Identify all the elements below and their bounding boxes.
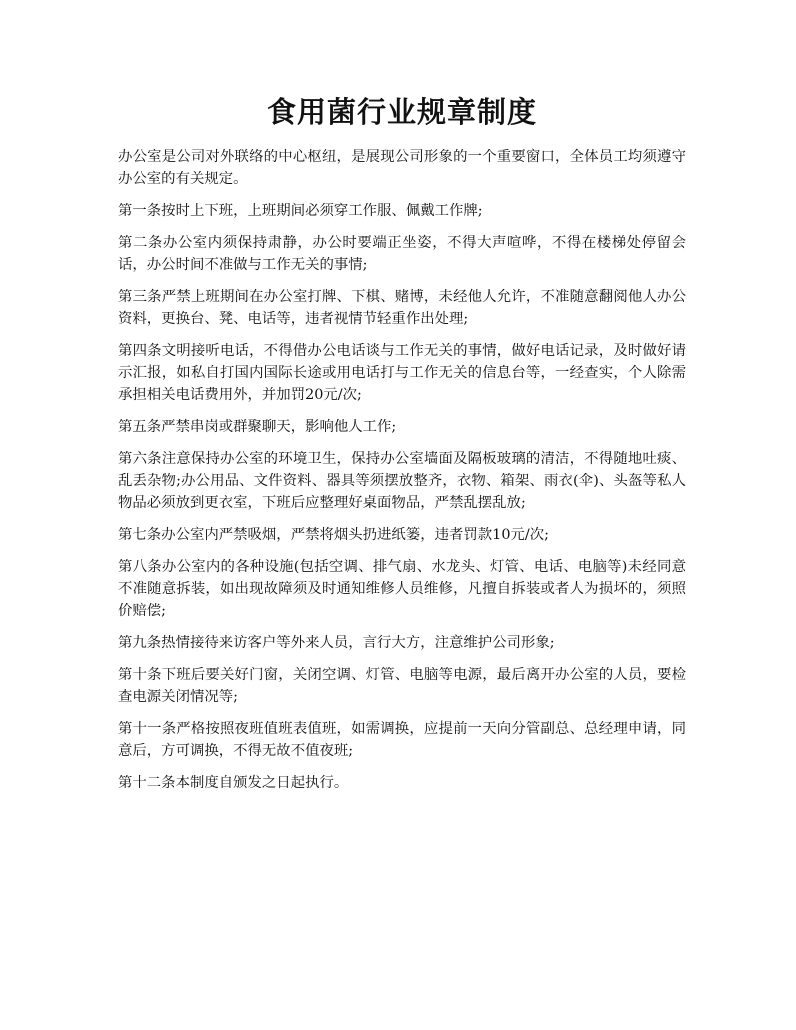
article-10-paragraph: 第十条下班后要关好门窗，关闭空调、灯管、电脑等电源，最后离开办公室的人员，要检查电源关闭情况等;: [118, 667, 686, 705]
article-7-paragraph: 第七条办公室内严禁吸烟，严禁将烟头扔进纸篓，违者罚款10元/次;: [118, 527, 549, 543]
document-title: 食用菌行业规章制度: [266, 95, 537, 129]
article-8-paragraph: 第八条办公室内的各种设施(包括空调、排气扇、水龙头、灯管、电话、电脑等)未经同意不准随意拆装，如出现故障须及时通知维修人员维修，凡擅自拆装或者人为损坏的，须照价赔偿;: [118, 559, 686, 619]
article-12-paragraph: 第十二条本制度自颁发之日起执行。: [118, 775, 349, 791]
article-6-paragraph: 第六条注意保持办公室的环境卫生，保持办公室墙面及隔板玻璃的清洁，不得随地吐痰、乱丢杂物;办公用品、文件资料、器具等须摆放整齐，衣物、箱架、雨衣(伞)、头盔等私人物品必须放到更衣室，下班后应整理好桌面物品，严禁乱摆乱放;: [118, 451, 686, 511]
article-3-paragraph: 第三条严禁上班期间在办公室打牌、下棋、赌博，未经他人允许，不准随意翻阅他人办公资料，更换台、凳、电话等，违者视情节轻重作出处理;: [118, 289, 686, 327]
article-9-paragraph: 第九条热情接待来访客户等外来人员，言行大方，注意维护公司形象;: [118, 635, 555, 651]
article-1-paragraph: 第一条按时上下班，上班期间必须穿工作服、佩戴工作牌;: [118, 203, 483, 219]
article-2-paragraph: 第二条办公室内须保持肃静，办公时要端正坐姿，不得大声喧哗，不得在楼梯处停留会话，办公时间不准做与工作无关的事情;: [118, 235, 686, 273]
article-5-paragraph: 第五条严禁串岗或群聚聊天，影响他人工作;: [118, 419, 397, 435]
article-11-paragraph: 第十一条严格按照夜班值班表值班，如需调换，应提前一天向分管副总、总经理申请，同意后，方可调换，不得无故不值夜班;: [118, 721, 686, 759]
intro-paragraph: 办公室是公司对外联络的中心枢纽，是展现公司形象的一个重要窗口，全体员工均须遵守办公室的有关规定。: [118, 149, 686, 187]
article-4-paragraph: 第四条文明接听电话，不得借办公电话谈与工作无关的事情，做好电话记录，及时做好请示汇报，如私自打国内国际长途或用电话打与工作无关的信息台等，一经查实，个人除需承担相关电话费用外，并加罚20元/次;: [118, 343, 686, 403]
